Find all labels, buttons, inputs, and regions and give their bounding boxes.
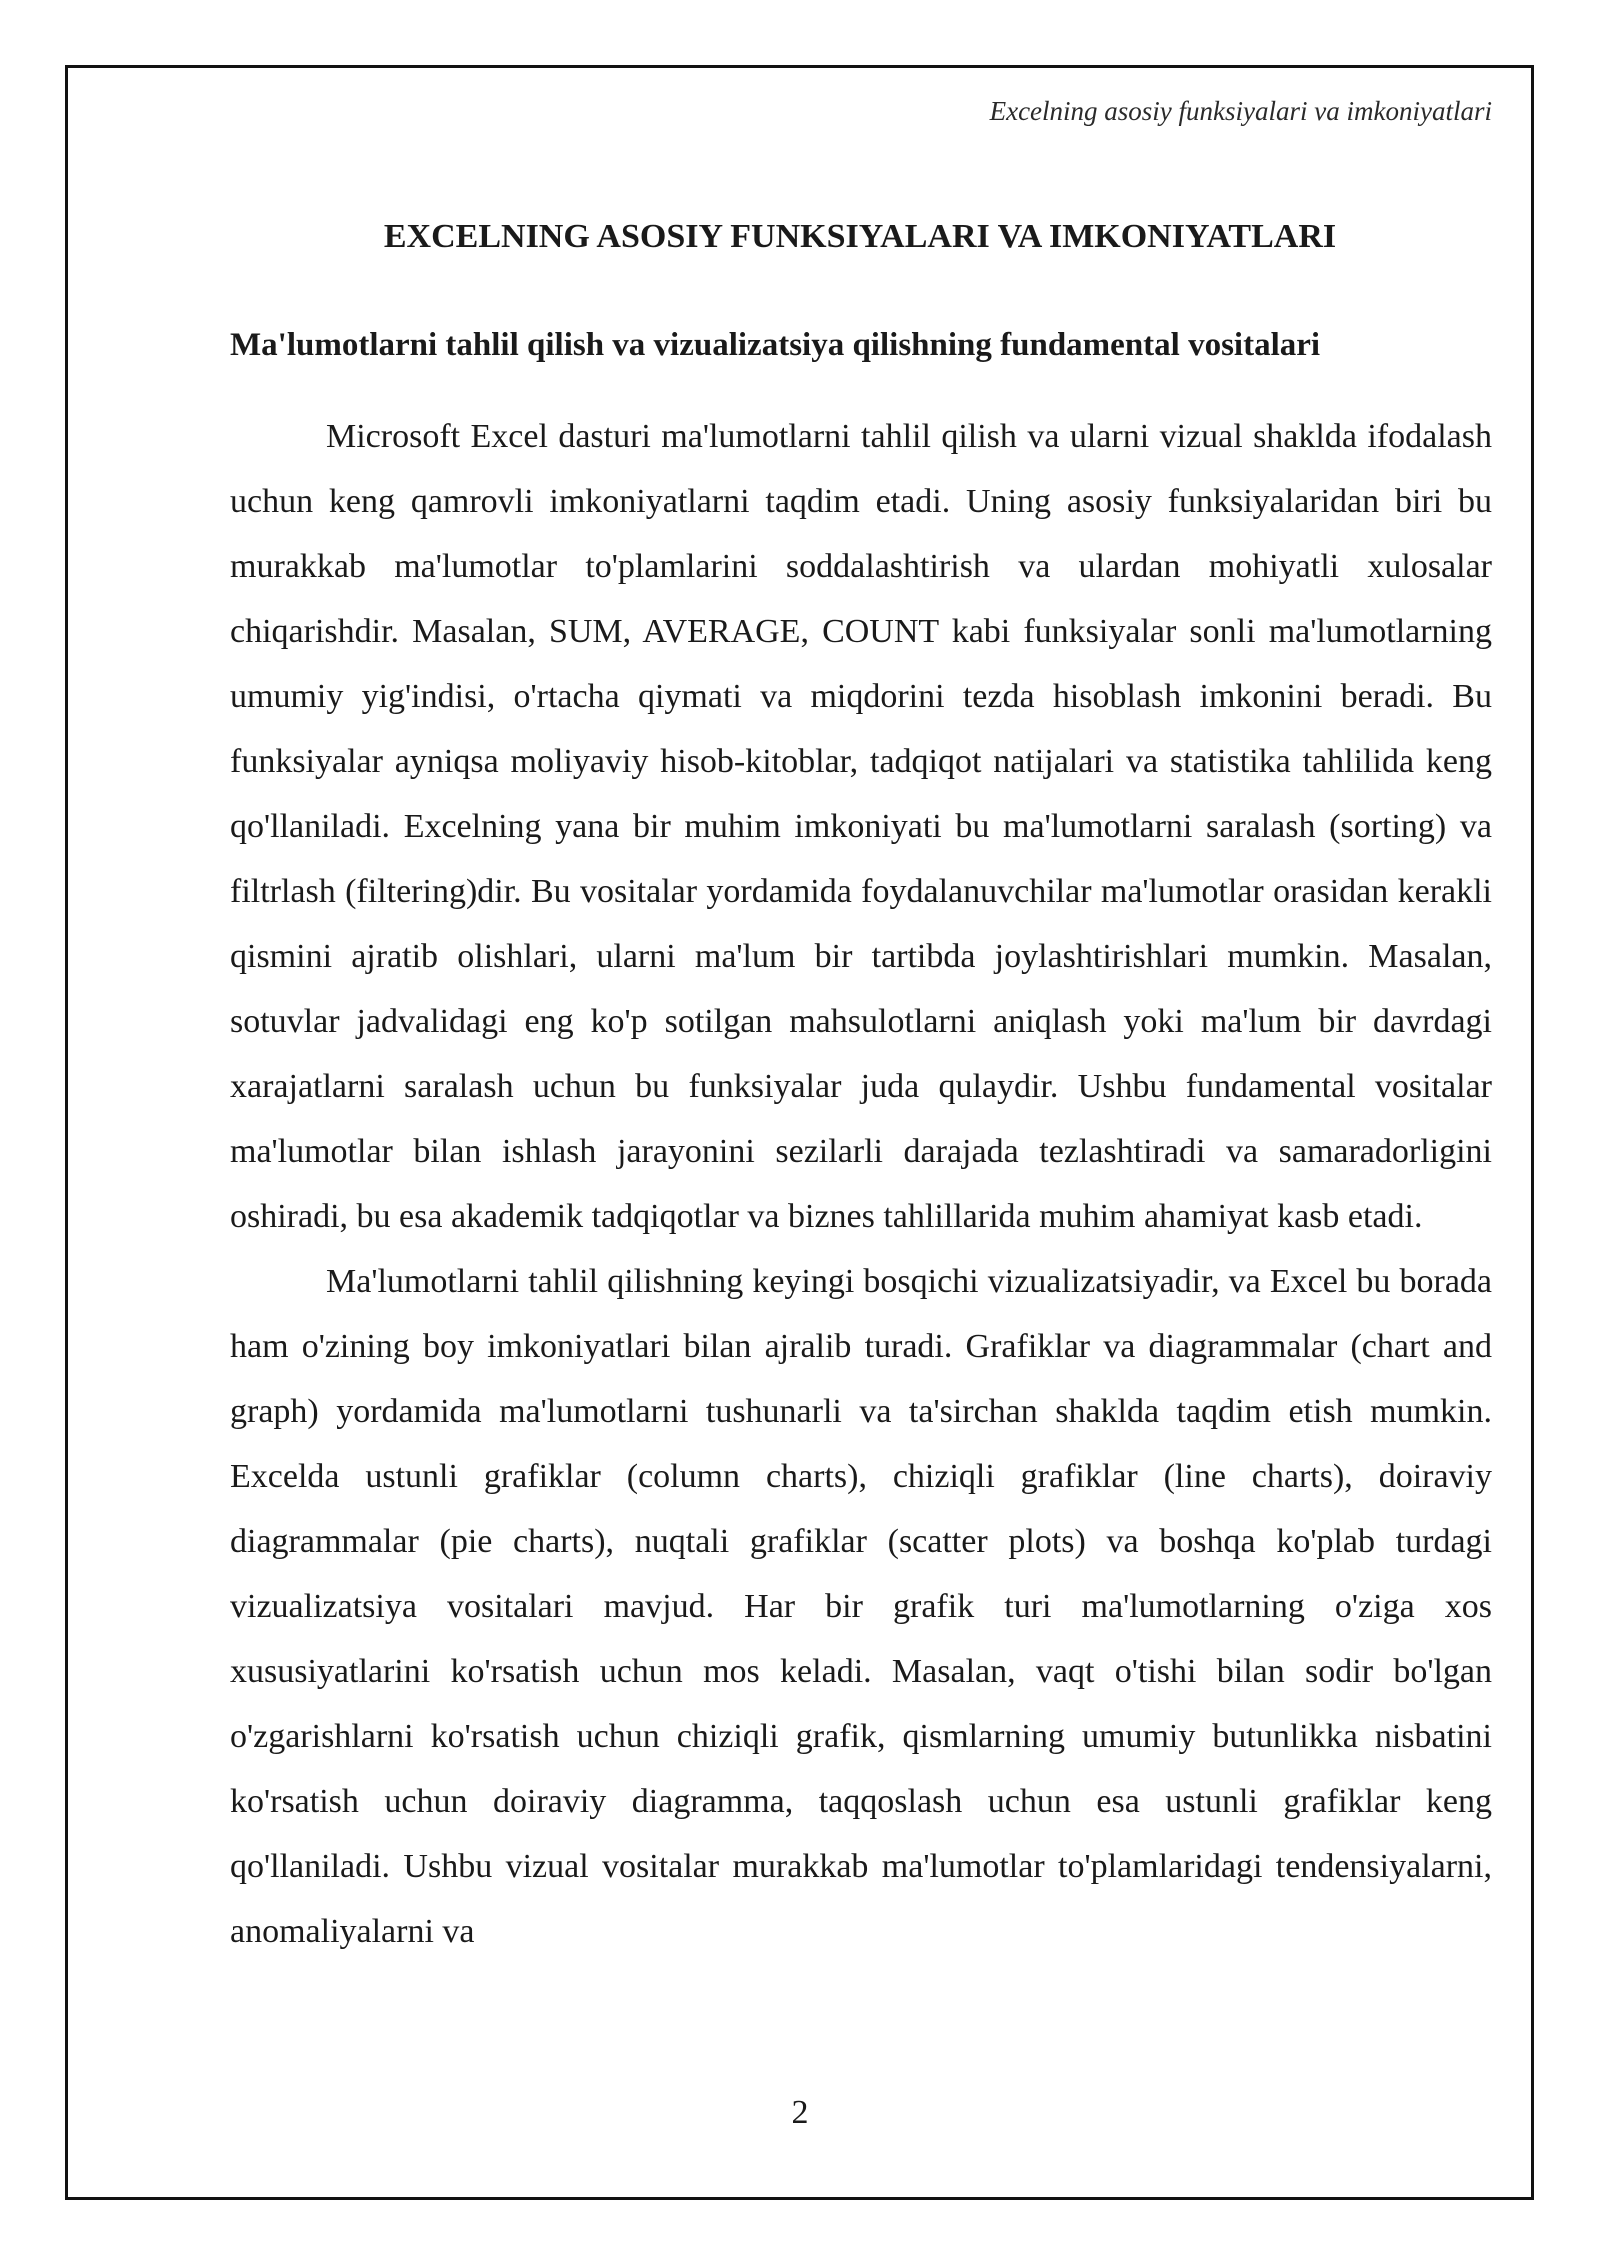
paragraph-1: Microsoft Excel dasturi ma'lumotlarni tahlil qilish va ularni vizual shaklda ifodalash uchun keng qamrovli imkoniyatlarni taqdim etadi. Uning asosiy funksiyalaridan biri bu murakkab ma'lumotlar to'plamlarini soddalashtirish va ulardan mohiyatli xulosalar chiqarishdir. Masalan, SUM, AVERAGE, COUNT kabi funksiyalar sonli ma'lumotlarning umumiy yig'indisi, o'rtacha qiymati va miqdorini tezda hisoblash imkonini beradi. Bu funksiyalar ayniqsa moliyaviy hisob-kitoblar, tadqiqot natijalari va statistika tahlilida keng qo'llaniladi. Excelning yana bir muhim imkoniyati bu ma'lumotlarni saralash (sorting) va filtrlash (filtering)dir. Bu vositalar yordamida foydalanuvchilar ma'lumotlar orasidan kerakli qismini ajratib olishlari, ularni ma'lum bir tartibda joylashtirishlari mumkin. Masalan, sotuvlar jadvalidagi eng ko'p sotilgan mahsulotlarni aniqlash yoki ma'lum bir davrdagi xarajatlarni saralash uchun bu funksiyalar juda qulaydir. Ushbu fundamental vositalar ma'lumotlar bilan ishlash jarayonini sezilarli darajada tezlashtiradi va samaradorligini oshiradi, bu esa akademik tadqiqotlar va biznes tahlillarida muhim ahamiyat kasb etadi. [230, 418, 1492, 1235]
page-number: 2 [791, 2094, 809, 2131]
body-text [230, 404, 1492, 1964]
section-heading: Ma'lumotlarni tahlil qilish va vizualizatsiya qilishning fundamental vositalari [230, 327, 1321, 363]
document-title: EXCELNING ASOSIY FUNKSIYALARI VA IMKONIYATLARI [383, 218, 1337, 255]
paragraph-2: Ma'lumotlarni tahlil qilishning keyingi bosqichi vizualizatsiyadir, va Excel bu borada ham o'zining boy imkoniyatlari bilan ajralib turadi. Grafiklar va diagrammalar (chart and graph) yordamida ma'lumotlarni tushunarli va ta'sirchan shaklda taqdim etish mumkin. Excelda ustunli grafiklar (column charts), chiziqli grafiklar (line charts), doiraviy diagrammalar (pie charts), nuqtali grafiklar (scatter plots) va boshqa ko'plab turdagi vizualizatsiya vositalari mavjud. Har bir grafik turi ma'lumotlarning o'ziga xos xususiyatlarini ko'rsatish uchun mos keladi. Masalan, vaqt o'tishi bilan sodir bo'lgan o'zgarishlarni ko'rsatish uchun chiziqli grafik, qismlarning umumiy butunlikka nisbatini ko'rsatish uchun doiraviy diagramma, taqqoslash uchun esa ustunli grafiklar keng qo'llaniladi. Ushbu vizual vositalar murakkab ma'lumotlar to'plamlaridagi tendensiyalarni, anomaliyalarni va [230, 1263, 1492, 1950]
running-header: Excelning asosiy funksiyalari va imkoniyatlari [989, 96, 1492, 126]
